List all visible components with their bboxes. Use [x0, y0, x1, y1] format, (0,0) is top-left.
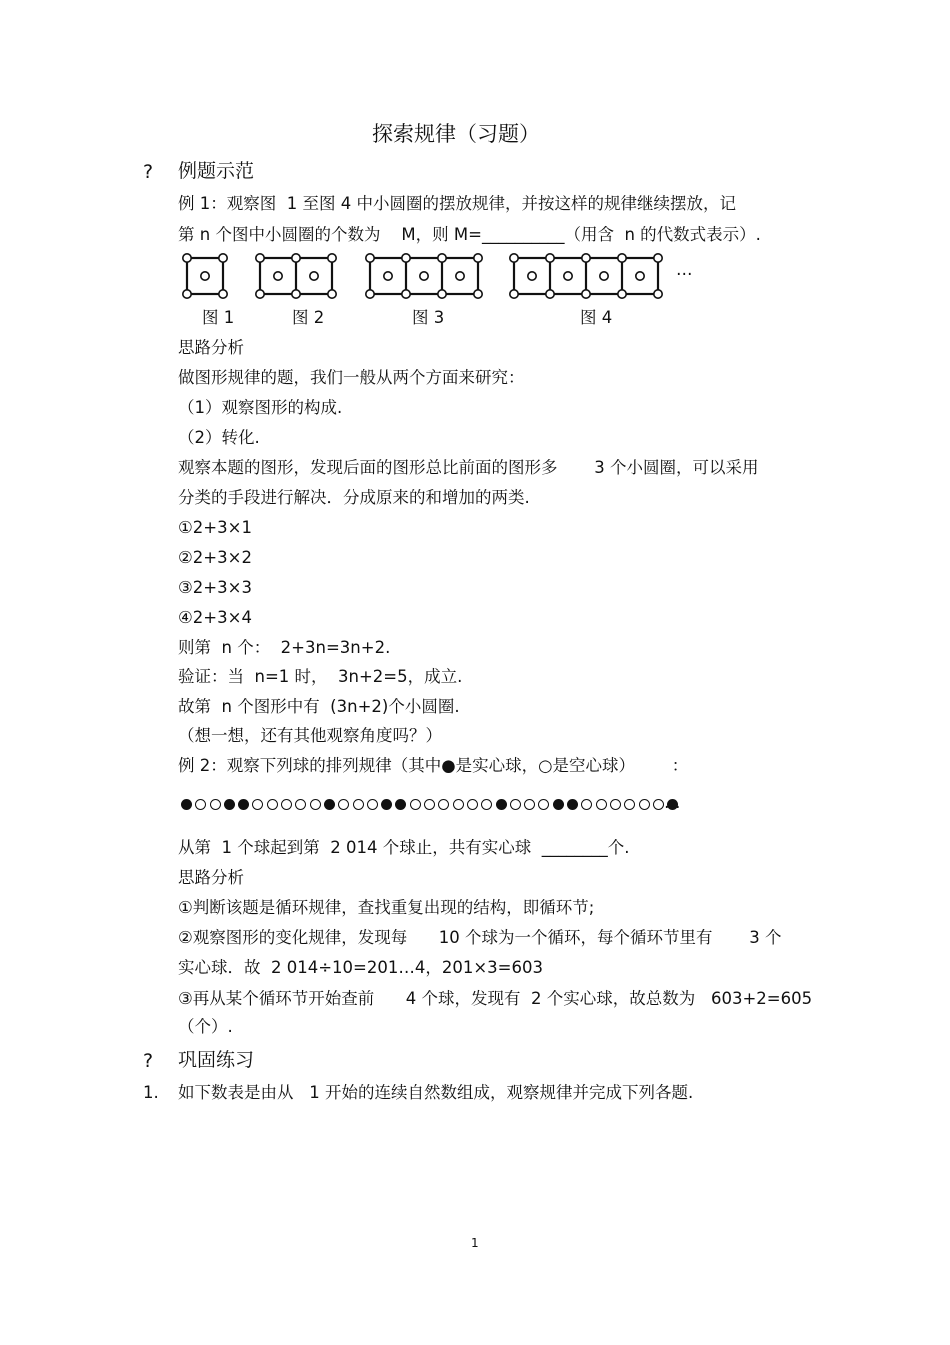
section-marker: ?	[143, 161, 154, 183]
analysis2-line: ③再从某个循环节开始查前 4 个球，发现有 2 个实心球，故总数为 603+2=605	[178, 989, 813, 1008]
small-circle	[618, 254, 626, 262]
small-circle	[366, 290, 374, 298]
figure-label-1: 图 1	[202, 308, 235, 327]
solid-ball	[224, 799, 235, 810]
solid-ball	[381, 799, 392, 810]
small-circle	[201, 272, 209, 280]
figure-1	[183, 254, 227, 298]
figure-3	[366, 254, 482, 298]
analysis1-line: 故第 n 个图形中有 (3n+2)个小圆圈.	[178, 697, 460, 716]
analysis2-line: ②观察图形的变化规律，发现每 10 个球为一个循环，每个循环节里有 3 个	[178, 928, 782, 947]
small-circle	[219, 290, 227, 298]
small-circle	[219, 254, 227, 262]
figure-4	[510, 254, 662, 298]
solid-ball	[567, 799, 578, 810]
figure-2	[256, 254, 336, 298]
section-marker: ?	[143, 1050, 154, 1072]
hollow-ball	[295, 799, 306, 810]
small-circle	[510, 290, 518, 298]
analysis1-line: （想一想，还有其他观察角度吗？）	[178, 726, 442, 745]
hollow-ball	[510, 799, 521, 810]
small-circle	[546, 254, 554, 262]
hollow-ball	[481, 799, 492, 810]
analysis1-line: （2）转化.	[178, 428, 260, 447]
example1-line1: 例 1：观察图 1 至图 4 中小圆圈的摆放规律，并按这样的规律继续摆放，记	[178, 194, 736, 213]
small-circle	[654, 290, 662, 298]
analysis1-line: ④2+3×4	[178, 608, 252, 627]
small-circle	[564, 272, 572, 280]
hollow-ball	[624, 799, 635, 810]
hollow-ball	[424, 799, 435, 810]
analysis2-line: ①判断该题是循环规律，查找重复出现的结构，即循环节;	[178, 898, 595, 917]
hollow-ball	[281, 799, 292, 810]
solid-ball	[238, 799, 249, 810]
small-circle	[183, 254, 191, 262]
section-heading-practice: 巩固练习	[178, 1049, 255, 1071]
small-circle	[402, 254, 410, 262]
small-circle	[310, 272, 318, 280]
hollow-ball	[581, 799, 592, 810]
analysis2-line: （个）.	[178, 1017, 233, 1036]
small-circle	[256, 290, 264, 298]
figure-label-4: 图 4	[580, 308, 613, 327]
small-circle	[420, 272, 428, 280]
small-circle	[402, 290, 410, 298]
solid-ball	[496, 799, 507, 810]
hollow-ball	[353, 799, 364, 810]
hollow-ball	[639, 799, 650, 810]
analysis1-line: ①2+3×1	[178, 518, 252, 537]
analysis1-line: ③2+3×3	[178, 578, 252, 597]
analysis1-line: 则第 n 个： 2+3n=3n+2.	[178, 638, 391, 657]
hollow-ball	[538, 799, 549, 810]
hollow-ball	[252, 799, 263, 810]
hollow-ball	[410, 799, 421, 810]
hollow-ball	[596, 799, 607, 810]
small-circle	[274, 272, 282, 280]
question-number: 1.	[143, 1083, 159, 1102]
small-circle	[183, 290, 191, 298]
ball-sequence-ellipsis: …	[664, 793, 681, 812]
page-number: 1	[471, 1236, 479, 1250]
hollow-ball	[438, 799, 449, 810]
hollow-ball	[367, 799, 378, 810]
analysis1-line: ②2+3×2	[178, 548, 252, 567]
solid-ball	[395, 799, 406, 810]
small-circle	[366, 254, 374, 262]
analysis2-line: 实心球．故 2 014÷10=201…4，201×3=603	[178, 958, 543, 977]
solid-ball	[553, 799, 564, 810]
small-circle	[618, 290, 626, 298]
small-circle	[582, 290, 590, 298]
small-circle	[256, 254, 264, 262]
example2-line2: 从第 1 个球起到第 2 014 个球止，共有实心球 ________个.	[178, 838, 630, 857]
analysis2-heading: 思路分析	[178, 868, 244, 887]
analysis1-heading: 思路分析	[178, 338, 244, 357]
section-heading-examples: 例题示范	[178, 160, 255, 182]
small-circle	[384, 272, 392, 280]
analysis1-line: 观察本题的图形，发现后面的图形总比前面的图形多 3 个小圆圈，可以采用	[178, 458, 759, 477]
analysis1-line: 做图形规律的题，我们一般从两个方面来研究：	[178, 368, 525, 387]
hollow-ball	[453, 799, 464, 810]
analysis1-line: （1）观察图形的构成.	[178, 398, 343, 417]
small-circle	[438, 290, 446, 298]
small-circle	[328, 290, 336, 298]
hollow-ball	[610, 799, 621, 810]
small-circle	[456, 272, 464, 280]
hollow-ball	[267, 799, 278, 810]
hollow-ball	[210, 799, 221, 810]
hollow-ball	[653, 799, 664, 810]
solid-ball	[324, 799, 335, 810]
ball-sequence	[181, 793, 681, 812]
analysis1-line: 分类的手段进行解决．分成原来的和增加的两类.	[178, 488, 530, 507]
hollow-ball	[310, 799, 321, 810]
small-circle	[600, 272, 608, 280]
small-circle	[546, 290, 554, 298]
small-circle	[510, 254, 518, 262]
example1-figures	[0, 250, 700, 306]
small-circle	[292, 254, 300, 262]
analysis1-line: 验证：当 n=1 时， 3n+2=5，成立.	[178, 667, 463, 686]
small-circle	[582, 254, 590, 262]
small-circle	[328, 254, 336, 262]
solid-ball	[181, 799, 192, 810]
small-circle	[654, 254, 662, 262]
small-circle	[292, 290, 300, 298]
figures-ellipsis: …	[676, 260, 693, 279]
small-circle	[636, 272, 644, 280]
small-circle	[474, 254, 482, 262]
small-circle	[438, 254, 446, 262]
example2-line1: 例 2：观察下列球的排列规律（其中●是实心球，○是空心球） ：	[178, 756, 689, 775]
figure-label-2: 图 2	[292, 308, 325, 327]
small-circle	[474, 290, 482, 298]
question-text: 如下数表是由从 1 开始的连续自然数组成，观察规律并完成下列各题.	[178, 1083, 694, 1102]
hollow-ball	[338, 799, 349, 810]
hollow-ball	[467, 799, 478, 810]
page-title: 探索规律（习题）	[372, 122, 540, 146]
figure-label-3: 图 3	[412, 308, 445, 327]
small-circle	[528, 272, 536, 280]
hollow-ball	[195, 799, 206, 810]
hollow-ball	[524, 799, 535, 810]
example1-line2: 第 n 个图中小圆圈的个数为 M，则 M=__________（用含 n 的代数式表示）.	[178, 225, 761, 244]
